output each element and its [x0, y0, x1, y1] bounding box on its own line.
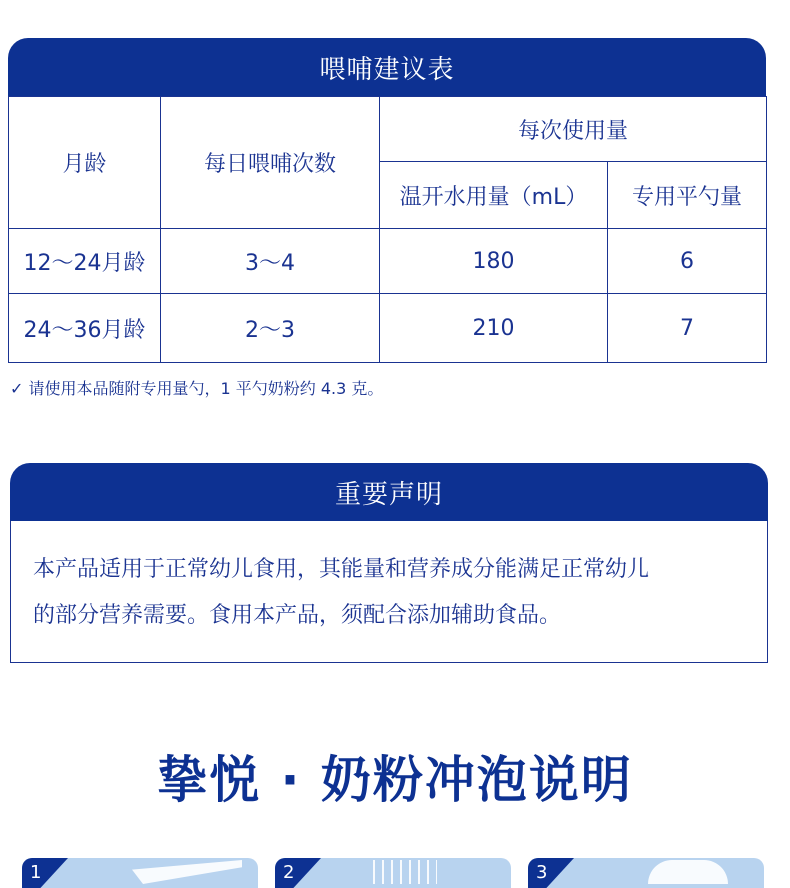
header-scoops: 专用平勺量: [608, 162, 767, 229]
cell-scoops: 7: [608, 294, 767, 363]
feeding-table: [8, 96, 767, 363]
cell-water: 180: [380, 229, 608, 294]
step-card: [528, 858, 764, 888]
notice-title: 重要声明: [10, 463, 768, 521]
step-card: [22, 858, 258, 888]
step-number: 1: [30, 862, 42, 883]
cell-daily-feeds: 2～3: [161, 294, 380, 363]
scoop-note: ✓ 请使用本品随附专用量勺，1 平勺奶粉约 4.3 克。: [10, 379, 384, 398]
step-number: 3: [536, 862, 548, 883]
important-notice-section: [10, 463, 768, 663]
header-per-feed: 每次使用量: [380, 97, 767, 162]
cell-age: 12～24月龄: [9, 229, 161, 294]
notice-body: [10, 521, 768, 663]
header-daily-feeds: 每日喂哺次数: [161, 97, 380, 229]
hand-illustration-icon: [648, 860, 728, 884]
table-row: [9, 294, 767, 363]
step-card: [275, 858, 511, 888]
notice-line-1: 本产品适用于正常幼儿食用，其能量和营养成分能满足正常幼儿: [33, 557, 650, 582]
cell-age: 24～36月龄: [9, 294, 161, 363]
step-tab: [275, 858, 321, 888]
notice-line-2: 的部分营养需要。食用本产品，须配合添加辅助食品。: [33, 603, 562, 628]
feeding-table-section: [8, 38, 766, 363]
header-age: 月龄: [9, 97, 161, 229]
cell-water: 210: [380, 294, 608, 363]
header-water: 温开水用量（mL）: [380, 162, 608, 229]
feeding-table-title: 喂哺建议表: [8, 38, 766, 96]
step-tab: [22, 858, 68, 888]
scoop-illustration-icon: [132, 860, 242, 884]
step-tab: [528, 858, 574, 888]
cell-daily-feeds: 3～4: [161, 229, 380, 294]
cell-scoops: 6: [608, 229, 767, 294]
step-number: 2: [283, 862, 295, 883]
steps-row: [0, 858, 790, 881]
table-row: [9, 229, 767, 294]
instructions-title: 挚悦 · 奶粉冲泡说明: [157, 751, 633, 809]
bottle-illustration-icon: [373, 860, 437, 884]
